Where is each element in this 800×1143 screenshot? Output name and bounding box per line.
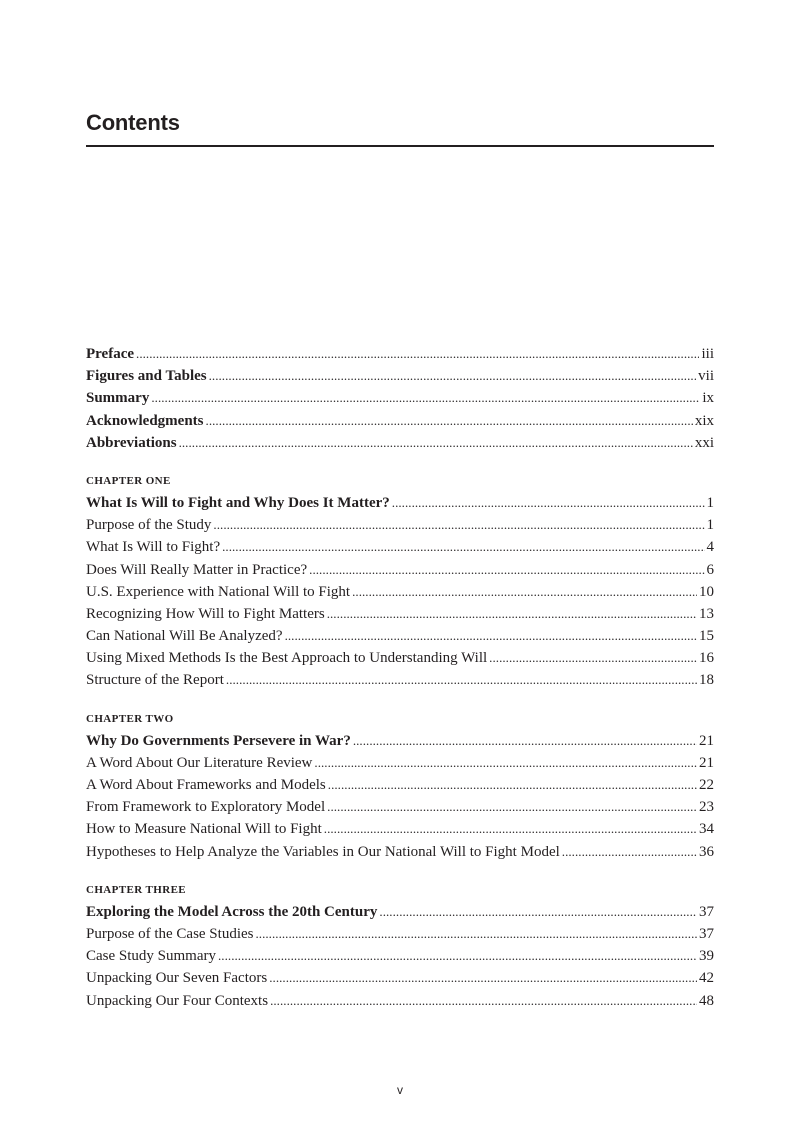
dot-leader	[151, 387, 700, 409]
title-rule	[86, 145, 714, 147]
dot-leader	[353, 730, 697, 752]
toc-entry-title: Structure of the Report	[86, 672, 224, 689]
toc-entry[interactable]	[86, 647, 714, 669]
toc-entry-page: 16	[699, 650, 714, 667]
toc-entry[interactable]	[86, 752, 714, 774]
dot-leader	[179, 432, 693, 454]
toc-entry-title: Using Mixed Methods Is the Best Approach to Understanding Will	[86, 650, 488, 667]
dot-leader	[489, 647, 697, 669]
toc-entry-page: 10	[699, 583, 714, 600]
dot-leader	[222, 536, 704, 558]
toc-entry-title: Purpose of the Case Studies	[86, 925, 254, 942]
toc-entry-title: How to Measure National Will to Fight	[86, 821, 322, 838]
toc-entry-page: 15	[699, 628, 714, 645]
toc-entry-summary[interactable]	[86, 387, 714, 409]
table-of-contents	[86, 343, 714, 1032]
dot-leader	[226, 669, 697, 691]
toc-entry-page: 13	[699, 605, 714, 622]
toc-entry-page: 21	[699, 754, 714, 771]
toc-entry-page: 6	[706, 561, 714, 578]
dot-leader	[352, 581, 697, 603]
toc-entry-page: 34	[699, 821, 714, 838]
dot-leader	[309, 559, 704, 581]
toc-entry-title: Unpacking Our Seven Factors	[86, 970, 268, 987]
toc-entry-title: Hypotheses to Help Analyze the Variables in Our National Will to Fight Model	[86, 843, 560, 860]
dot-leader	[209, 365, 697, 387]
toc-entry-acknowledgments[interactable]	[86, 410, 714, 432]
toc-entry-title: Can National Will Be Analyzed?	[86, 628, 283, 645]
dot-leader	[392, 492, 705, 514]
toc-entry-chapter-title[interactable]	[86, 730, 714, 752]
dot-leader	[136, 343, 699, 365]
dot-leader	[327, 796, 697, 818]
toc-entry-title: From Framework to Exploratory Model	[86, 799, 326, 816]
toc-entry-figures-and-tables[interactable]	[86, 365, 714, 387]
toc-entry[interactable]	[86, 774, 714, 796]
toc-entry-page: iii	[701, 346, 714, 362]
toc-entry-page: 18	[699, 672, 714, 689]
toc-entry-title: Case Study Summary	[86, 948, 216, 965]
dot-leader	[255, 923, 697, 945]
toc-entry-page: 37	[699, 925, 714, 942]
toc-entry-title: Why Do Governments Persevere in War?	[86, 732, 351, 749]
toc-entry-title: U.S. Experience with National Will to Fight	[86, 583, 351, 600]
toc-entry-page: 1	[706, 517, 714, 534]
toc-entry[interactable]	[86, 559, 714, 581]
toc-entry[interactable]	[86, 796, 714, 818]
toc-entry-title: Exploring the Model Across the 20th Century	[86, 903, 378, 920]
page-title: Contents	[86, 110, 180, 135]
toc-entry-page: xxi	[694, 434, 714, 451]
toc-entry-title: Acknowledgments	[86, 412, 204, 429]
dot-leader	[324, 818, 697, 840]
toc-entry[interactable]	[86, 581, 714, 603]
dot-leader	[562, 841, 697, 863]
dot-leader	[379, 901, 697, 923]
toc-entry-title: Does Will Really Matter in Practice?	[86, 561, 308, 578]
toc-entry[interactable]	[86, 536, 714, 558]
toc-entry-title: What Is Will to Fight and Why Does It Matter?	[86, 494, 390, 511]
toc-entry-page: 23	[699, 799, 714, 816]
toc-entry-page: xix	[694, 412, 714, 429]
toc-entry-title: A Word About Our Literature Review	[86, 754, 313, 771]
dot-leader	[314, 752, 697, 774]
dot-leader	[218, 945, 697, 967]
chapter-three	[86, 883, 714, 1012]
toc-entry-page: 39	[699, 948, 714, 965]
toc-entry-page: 37	[699, 903, 714, 920]
toc-entry[interactable]	[86, 967, 714, 989]
toc-entry-preface[interactable]	[86, 343, 714, 365]
front-matter-list	[86, 343, 714, 454]
toc-entry-title: What Is Will to Fight?	[86, 539, 221, 556]
toc-entry-page: 36	[699, 843, 714, 860]
toc-entry[interactable]	[86, 945, 714, 967]
toc-entry-title: Preface	[86, 346, 135, 362]
toc-entry-page: 22	[699, 777, 714, 793]
toc-entry-abbreviations[interactable]	[86, 432, 714, 454]
toc-entry-title: Recognizing How Will to Fight Matters	[86, 605, 325, 622]
chapter-one	[86, 474, 714, 692]
toc-entry-title: A Word About Frameworks and Models	[86, 777, 326, 793]
chapter-label: CHAPTER TWO	[86, 712, 174, 725]
toc-entry[interactable]	[86, 990, 714, 1012]
toc-entry-title: Unpacking Our Four Contexts	[86, 992, 269, 1009]
chapter-label: CHAPTER ONE	[86, 474, 171, 487]
dot-leader	[285, 625, 697, 647]
toc-entry-title: Summary	[86, 390, 150, 407]
page-number: v	[397, 1083, 403, 1097]
toc-entry-page: ix	[702, 390, 714, 407]
toc-entry[interactable]	[86, 818, 714, 840]
dot-leader	[213, 514, 704, 536]
toc-entry[interactable]	[86, 603, 714, 625]
toc-entry-title: Abbreviations	[86, 434, 177, 451]
toc-entry-chapter-title[interactable]	[86, 492, 714, 514]
toc-entry-page: 1	[706, 494, 714, 511]
dot-leader	[328, 774, 697, 796]
toc-entry-page: 48	[699, 992, 714, 1009]
toc-entry-title: Purpose of the Study	[86, 517, 212, 534]
chapter-label: CHAPTER THREE	[86, 883, 187, 896]
toc-entry[interactable]	[86, 625, 714, 647]
dot-leader	[269, 967, 697, 989]
toc-entry-page: vii	[698, 368, 714, 385]
toc-entry-title: Figures and Tables	[86, 368, 207, 385]
chapter-two	[86, 712, 714, 863]
toc-entry-page: 21	[699, 732, 714, 749]
dot-leader	[206, 410, 693, 432]
toc-entry-page: 4	[706, 539, 714, 556]
toc-entry[interactable]	[86, 669, 714, 691]
toc-entry[interactable]	[86, 514, 714, 536]
toc-entry-chapter-title[interactable]	[86, 901, 714, 923]
toc-entry[interactable]	[86, 841, 714, 863]
dot-leader	[327, 603, 697, 625]
dot-leader	[270, 990, 697, 1012]
toc-entry[interactable]	[86, 923, 714, 945]
toc-entry-page: 42	[699, 970, 714, 987]
